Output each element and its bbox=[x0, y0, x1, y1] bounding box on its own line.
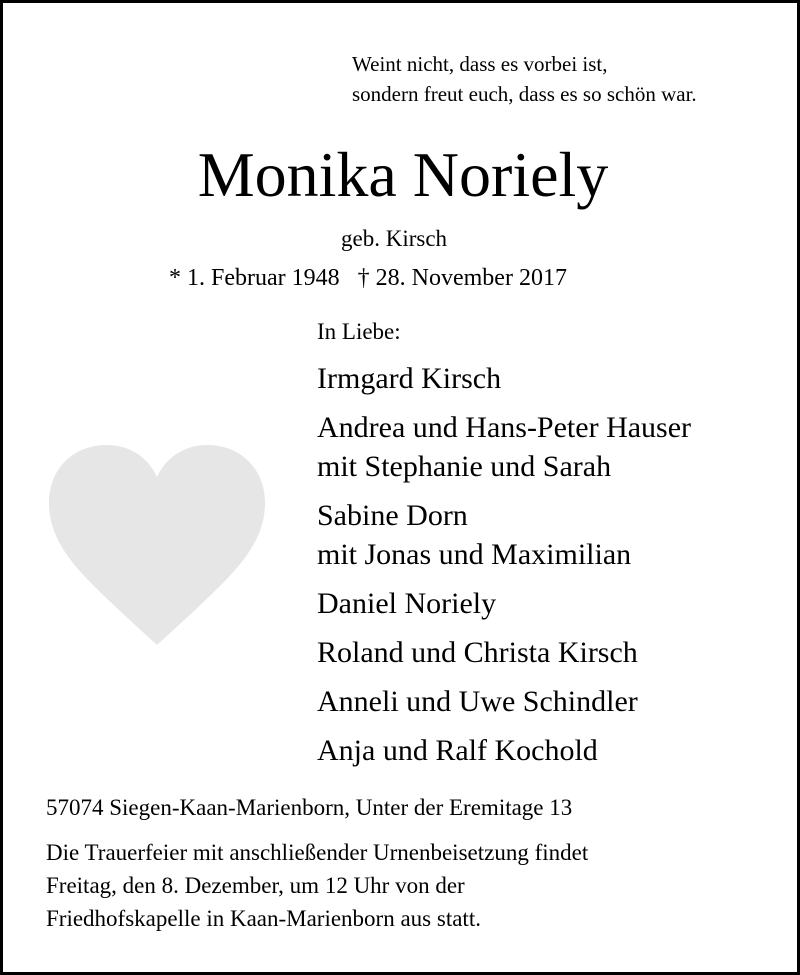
mourner-line: Sabine Dorn bbox=[317, 499, 468, 532]
mourner-line: Anneli und Uwe Schindler bbox=[317, 685, 638, 718]
mourner-line: Andrea und Hans-Peter Hauser bbox=[317, 411, 692, 444]
mourner-line: Roland und Christa Kirsch bbox=[317, 636, 638, 669]
mourners-intro: In Liebe: bbox=[317, 319, 401, 344]
mourner-entry bbox=[317, 584, 691, 623]
service-line: Friedhofskapelle in Kaan-Marienborn aus statt. bbox=[46, 906, 481, 931]
service-line: Die Trauerfeier mit anschließender Urnenbeisetzung findet bbox=[46, 840, 589, 865]
mourners-list bbox=[317, 359, 691, 780]
birth-date: * 1. Februar 1948 bbox=[169, 265, 340, 291]
poem-line: sondern freut euch, dass es so schön war. bbox=[352, 82, 697, 106]
mourner-entry bbox=[317, 682, 691, 721]
mourner-line: mit Jonas und Maximilian bbox=[317, 538, 632, 571]
heart-icon bbox=[49, 445, 265, 647]
address: 57074 Siegen-Kaan-Marienborn, Unter der Eremitage 13 bbox=[46, 795, 573, 820]
mourner-entry bbox=[317, 633, 691, 672]
service-line: Freitag, den 8. Dezember, um 12 Uhr von der bbox=[46, 873, 465, 898]
mourner-line: Daniel Noriely bbox=[317, 587, 497, 620]
mourner-entry bbox=[317, 496, 691, 574]
death-date: † 28. November 2017 bbox=[357, 265, 567, 291]
mourner-entry bbox=[317, 408, 691, 486]
poem bbox=[352, 49, 697, 109]
mourner-entry bbox=[317, 731, 691, 770]
deceased-name: Monika Noriely bbox=[197, 139, 609, 210]
maiden-name: geb. Kirsch bbox=[341, 226, 448, 251]
funeral-service-info bbox=[46, 836, 588, 935]
mourner-line: Irmgard Kirsch bbox=[317, 362, 502, 395]
poem-line: Weint nicht, dass es vorbei ist, bbox=[352, 52, 608, 76]
mourner-line: mit Stephanie und Sarah bbox=[317, 450, 612, 483]
mourner-entry bbox=[317, 359, 691, 398]
life-dates bbox=[169, 262, 567, 294]
mourner-line: Anja und Ralf Kochold bbox=[317, 734, 598, 767]
